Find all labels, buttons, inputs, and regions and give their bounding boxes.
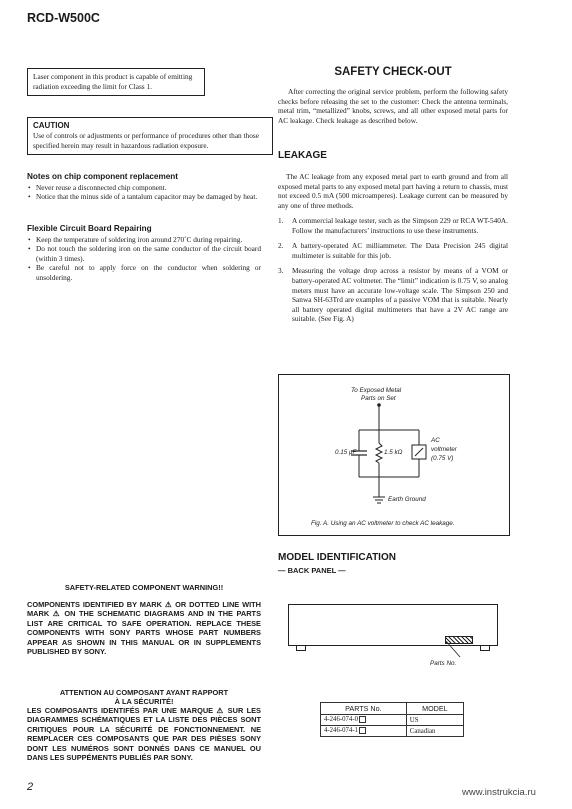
safety-warning-title: SAFETY-RELATED COMPONENT WARNING!! (64, 583, 224, 592)
figure-a-box (278, 374, 510, 536)
leakage-method-item: 1. A commercial leakage tester, such as the Simpson 229 or RCA WT-540A. Follow the manufacturers’ instructions to use these instruments. (278, 216, 508, 235)
leakage-methods-list (278, 216, 508, 330)
caution-text: Use of controls or adjustments or performance of procedures other than those specified herein may result in hazardous radiation exposure. (33, 131, 259, 150)
table-header: MODEL (406, 703, 463, 715)
chip-notes-title: Notes on chip component replacement (27, 172, 179, 181)
fig-cap-label: 0.15 μF (335, 449, 357, 456)
parts-label-pointer (440, 637, 470, 661)
safety-checkout-title: SAFETY CHECK-OUT (334, 66, 452, 78)
checkbox-icon (359, 716, 366, 723)
fig-meter-label-3: (0.75 V) (431, 455, 454, 462)
table-cell-part: 4-246-074-1 (324, 727, 358, 735)
laser-notice-box (27, 68, 205, 96)
table-cell-model: US (406, 715, 463, 726)
watermark: www.instrukcia.ru (462, 787, 536, 798)
safety-warning-fr-title-1: ATTENTION AU COMPOSANT AYANT RAPPORT (59, 688, 229, 697)
fig-top-label-1: To Exposed Metal (351, 387, 402, 394)
caution-box (27, 117, 273, 155)
leakage-intro: The AC leakage from any exposed metal part to earth ground and from all exposed metal parts to any exposed metal part having a return to chassis, must not exceed 0.5 mA (500 microamperes). Leakage current can be measured by any one of three methods. (278, 172, 508, 210)
table-cell-part: 4-246-074-0 (324, 716, 358, 724)
safety-warning-text: COMPONENTS IDENTIFIED BY MARK ⚠ OR DOTTED LINE WITH MARK ⚠ ON THE SCHEMATIC DIAGRAMS AND IN THE PARTS LIST ARE CRITICAL TO SAFE OPERATION. REPLACE THESE COMPONENTS WITH SONY PARTS WHOSE PART NUMBERS APPEAR AS SHOWN IN THIS MANUAL OR IN SUPPLEMENTS PUBLISHED BY SONY. (27, 600, 261, 657)
fig-res-label: 1.5 kΩ (384, 449, 403, 456)
leakage-title: LEAKAGE (278, 150, 327, 161)
safety-warning-fr-text: LES COMPOSANTS IDENTIFÉS PAR UNE MARQUE ⚠ SUR LES DIAGRAMMES SCHÉMATIQUES ET LA LISTE DES PIÈCES SONT CRITIQUES POUR LA SÉCURITÉ DE FONCTIONNEMENT. NE REMPLACER CES COMPOSANTS QUE PAR DES PIÈSES SONY DONT LES NUMÉROS SONT DONNÉS DANS CE MANUEL OU DANS LES SUPPÉMENTS PUBLIÉS PAR SONY. (27, 706, 261, 763)
chip-notes-section (27, 172, 261, 202)
fig-ground-label: Earth Ground (388, 496, 426, 503)
fig-meter-label-2: voltmeter (431, 446, 457, 453)
fig-meter-label-1: AC (431, 437, 440, 444)
flex-board-item: • Be careful not to apply force on the conductor when soldering or unsoldering. (27, 263, 261, 282)
flex-board-item: • Do not touch the soldering iron on the same conductor of the circuit board (within 3 times). (27, 244, 261, 263)
leakage-method-item: 2. A battery-operated AC milliammeter. The Data Precision 245 digital multimeter is suitable for this job. (278, 241, 508, 260)
back-panel-foot-left (296, 645, 306, 651)
model-id-subtitle: — BACK PANEL — (278, 566, 346, 575)
checkbox-icon (359, 727, 366, 734)
model-number: RCD-W500C (27, 11, 100, 25)
page-number: 2 (27, 781, 34, 793)
table-row (321, 726, 464, 737)
caution-title: CAUTION (33, 121, 70, 130)
resistor-symbol (376, 443, 382, 463)
leakage-method-item: 3. Measuring the voltage drop across a resistor by means of a VOM or battery-operated AC voltmeter. The “limit” indication is 0.75 V, so analog meters must have an accurate low-voltage scale. The Simpson 250 and Sanwa SH-63Trd are examples of a passive VOM that is suitable. Nearly all battery operated digital multimeters that have a 2V AC range are suitable. (See Fig. A) (278, 266, 508, 324)
parts-model-table (320, 702, 464, 737)
model-id-title: MODEL IDENTIFICATION (278, 552, 396, 563)
flex-board-item: • Keep the temperature of soldering iron around 270˚C during repairing. (27, 235, 261, 244)
safety-checkout-intro: After correcting the original service problem, perform the following safety checks before releasing the set to the customer: Check the antenna terminals, metal trim, “metallized” knobs, screws, and all other exposed metal parts for AC leakage. Check leakage as described below. (278, 87, 508, 125)
safety-warning-fr-title-2: À LA SÉCURITÉ! (114, 697, 174, 706)
fig-top-label-2: Parts on Set (361, 395, 396, 402)
chip-note-item: • Never reuse a disconnected chip component. (27, 183, 261, 192)
fig-caption: Fig. A. Using an AC voltmeter to check AC leakage. (311, 520, 455, 527)
flex-board-section (27, 224, 261, 282)
parts-no-label: Parts No. (430, 660, 457, 667)
table-header: PARTS No. (321, 703, 407, 715)
chip-note-item: • Notice that the minus side of a tantalum capacitor may be damaged by heat. (27, 192, 261, 201)
flex-board-title: Flexible Circuit Board Repairing (27, 224, 152, 233)
table-row (321, 715, 464, 726)
table-cell-model: Canadian (406, 726, 463, 737)
laser-notice-text: Laser component in this product is capable of emitting radiation exceeding the limit for Class 1. (33, 72, 193, 91)
back-panel-foot-right (480, 645, 490, 651)
